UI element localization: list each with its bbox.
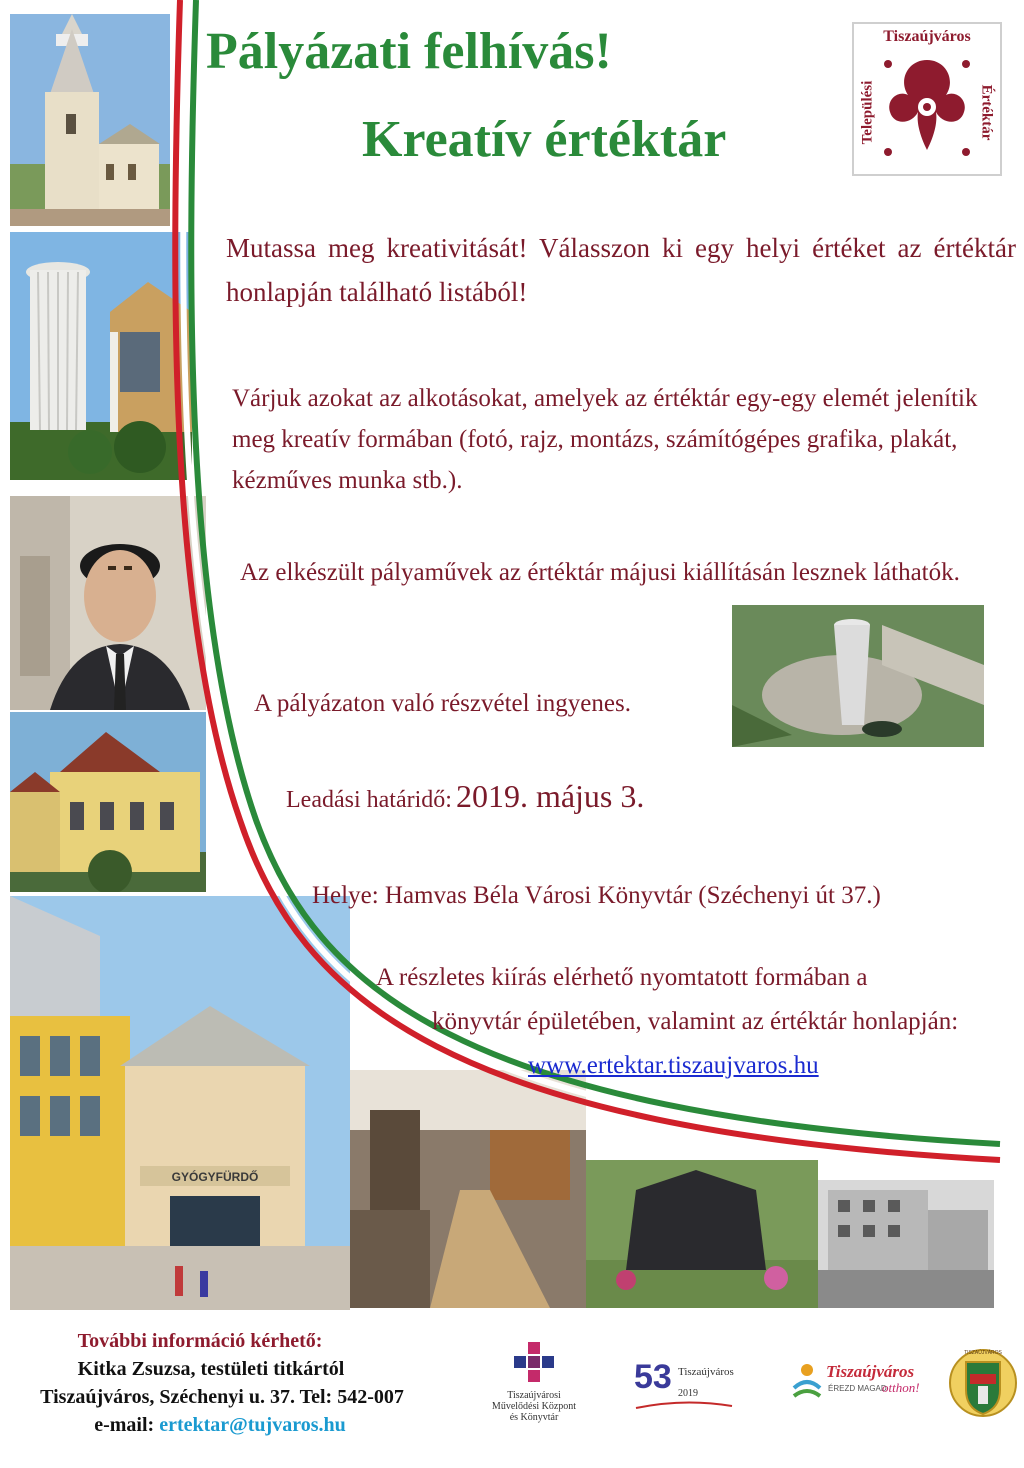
call-paragraph: Várjuk azokat az alkotásokat, amelyek az értéktár egy-egy elemét jelenítik meg kreatív formában (fotó, rajz, montázs, számítógépes grafika, plakát, kézműves munka stb.).: [232, 385, 978, 494]
deadline-line: [286, 778, 644, 815]
anniversary-number: 53: [634, 1358, 672, 1396]
culture-center-icon: [514, 1342, 554, 1386]
brand-tag: otthon!: [882, 1380, 920, 1395]
culture-line1: Tiszaújvárosi: [507, 1390, 561, 1401]
ertektar-badge: [852, 22, 1002, 176]
contact-address: Tiszaújváros, Széchenyi u. 37. Tel: 542-007: [40, 1386, 404, 1408]
city-brand-logo: [790, 1356, 930, 1416]
city-crest-logo: [948, 1340, 1018, 1430]
details-line1: A részletes kiírás elérhető nyomtatott formában a: [376, 964, 868, 991]
badge-top-text: Tiszaújváros: [883, 28, 971, 45]
folk-ornament-icon: [878, 50, 976, 164]
contact-name: Kitka Zsuzsa, testületi titkártól: [77, 1358, 345, 1380]
crest-label: TISZAÚJVÁROS: [964, 1350, 1002, 1356]
page-title: Pályázati felhívás!: [206, 23, 612, 80]
brand-name: Tiszaújváros: [826, 1362, 915, 1381]
anniversary-swoosh-icon: [634, 1398, 734, 1412]
exhibition-paragraph: Az elkészült pályaművek az értéktár májusi kiállításán lesznek láthatók.: [240, 559, 960, 586]
free-entry-paragraph: A pályázaton való részvétel ingyenes.: [254, 690, 631, 717]
details-line2: könyvtár épületében, valamint az értéktár honlapján:: [432, 1008, 959, 1035]
deadline-value: 2019. május 3.: [455, 778, 645, 814]
deadline-label: Leadási határidő:: [286, 787, 452, 813]
apartment-block-photo: [818, 1180, 994, 1308]
website-link[interactable]: www.ertektar.tiszaujvaros.hu: [528, 1052, 819, 1079]
email-link[interactable]: ertektar@tujvaros.hu: [159, 1414, 346, 1436]
foundation-stone-photo: [586, 1160, 818, 1308]
culture-line2: Művelődési Központ: [491, 1401, 577, 1412]
culture-center-logo: [478, 1342, 590, 1452]
spa-sign: GYÓGYFÜRDŐ: [171, 1170, 259, 1184]
email-label: e-mail:: [94, 1414, 155, 1436]
brand-figure-icon: [790, 1362, 824, 1402]
brand-sub: ÉREZD MAGAD: [828, 1384, 887, 1393]
intro-paragraph: Mutassa meg kreativitását! Válasszon ki egy helyi értéket az értéktár honlapján található listából!: [226, 233, 1016, 307]
page-subtitle: Kreatív értéktár: [362, 111, 727, 168]
anniversary-city: Tiszaújváros: [678, 1366, 734, 1378]
info-heading: További információ kérhető:: [77, 1330, 323, 1352]
anniversary-year: 2019: [678, 1388, 698, 1399]
badge-left-text: Települési: [859, 80, 876, 145]
contact-email-line: [0, 1414, 440, 1437]
badge-right-text: Értéktár: [978, 84, 995, 141]
culture-line3: és Könyvtár: [509, 1412, 559, 1423]
place-paragraph: Helye: Hamvas Béla Városi Könyvtár (Széchenyi út 37.): [312, 882, 881, 909]
anniversary-logo: [634, 1358, 744, 1418]
aerial-tower-photo: [732, 605, 984, 747]
